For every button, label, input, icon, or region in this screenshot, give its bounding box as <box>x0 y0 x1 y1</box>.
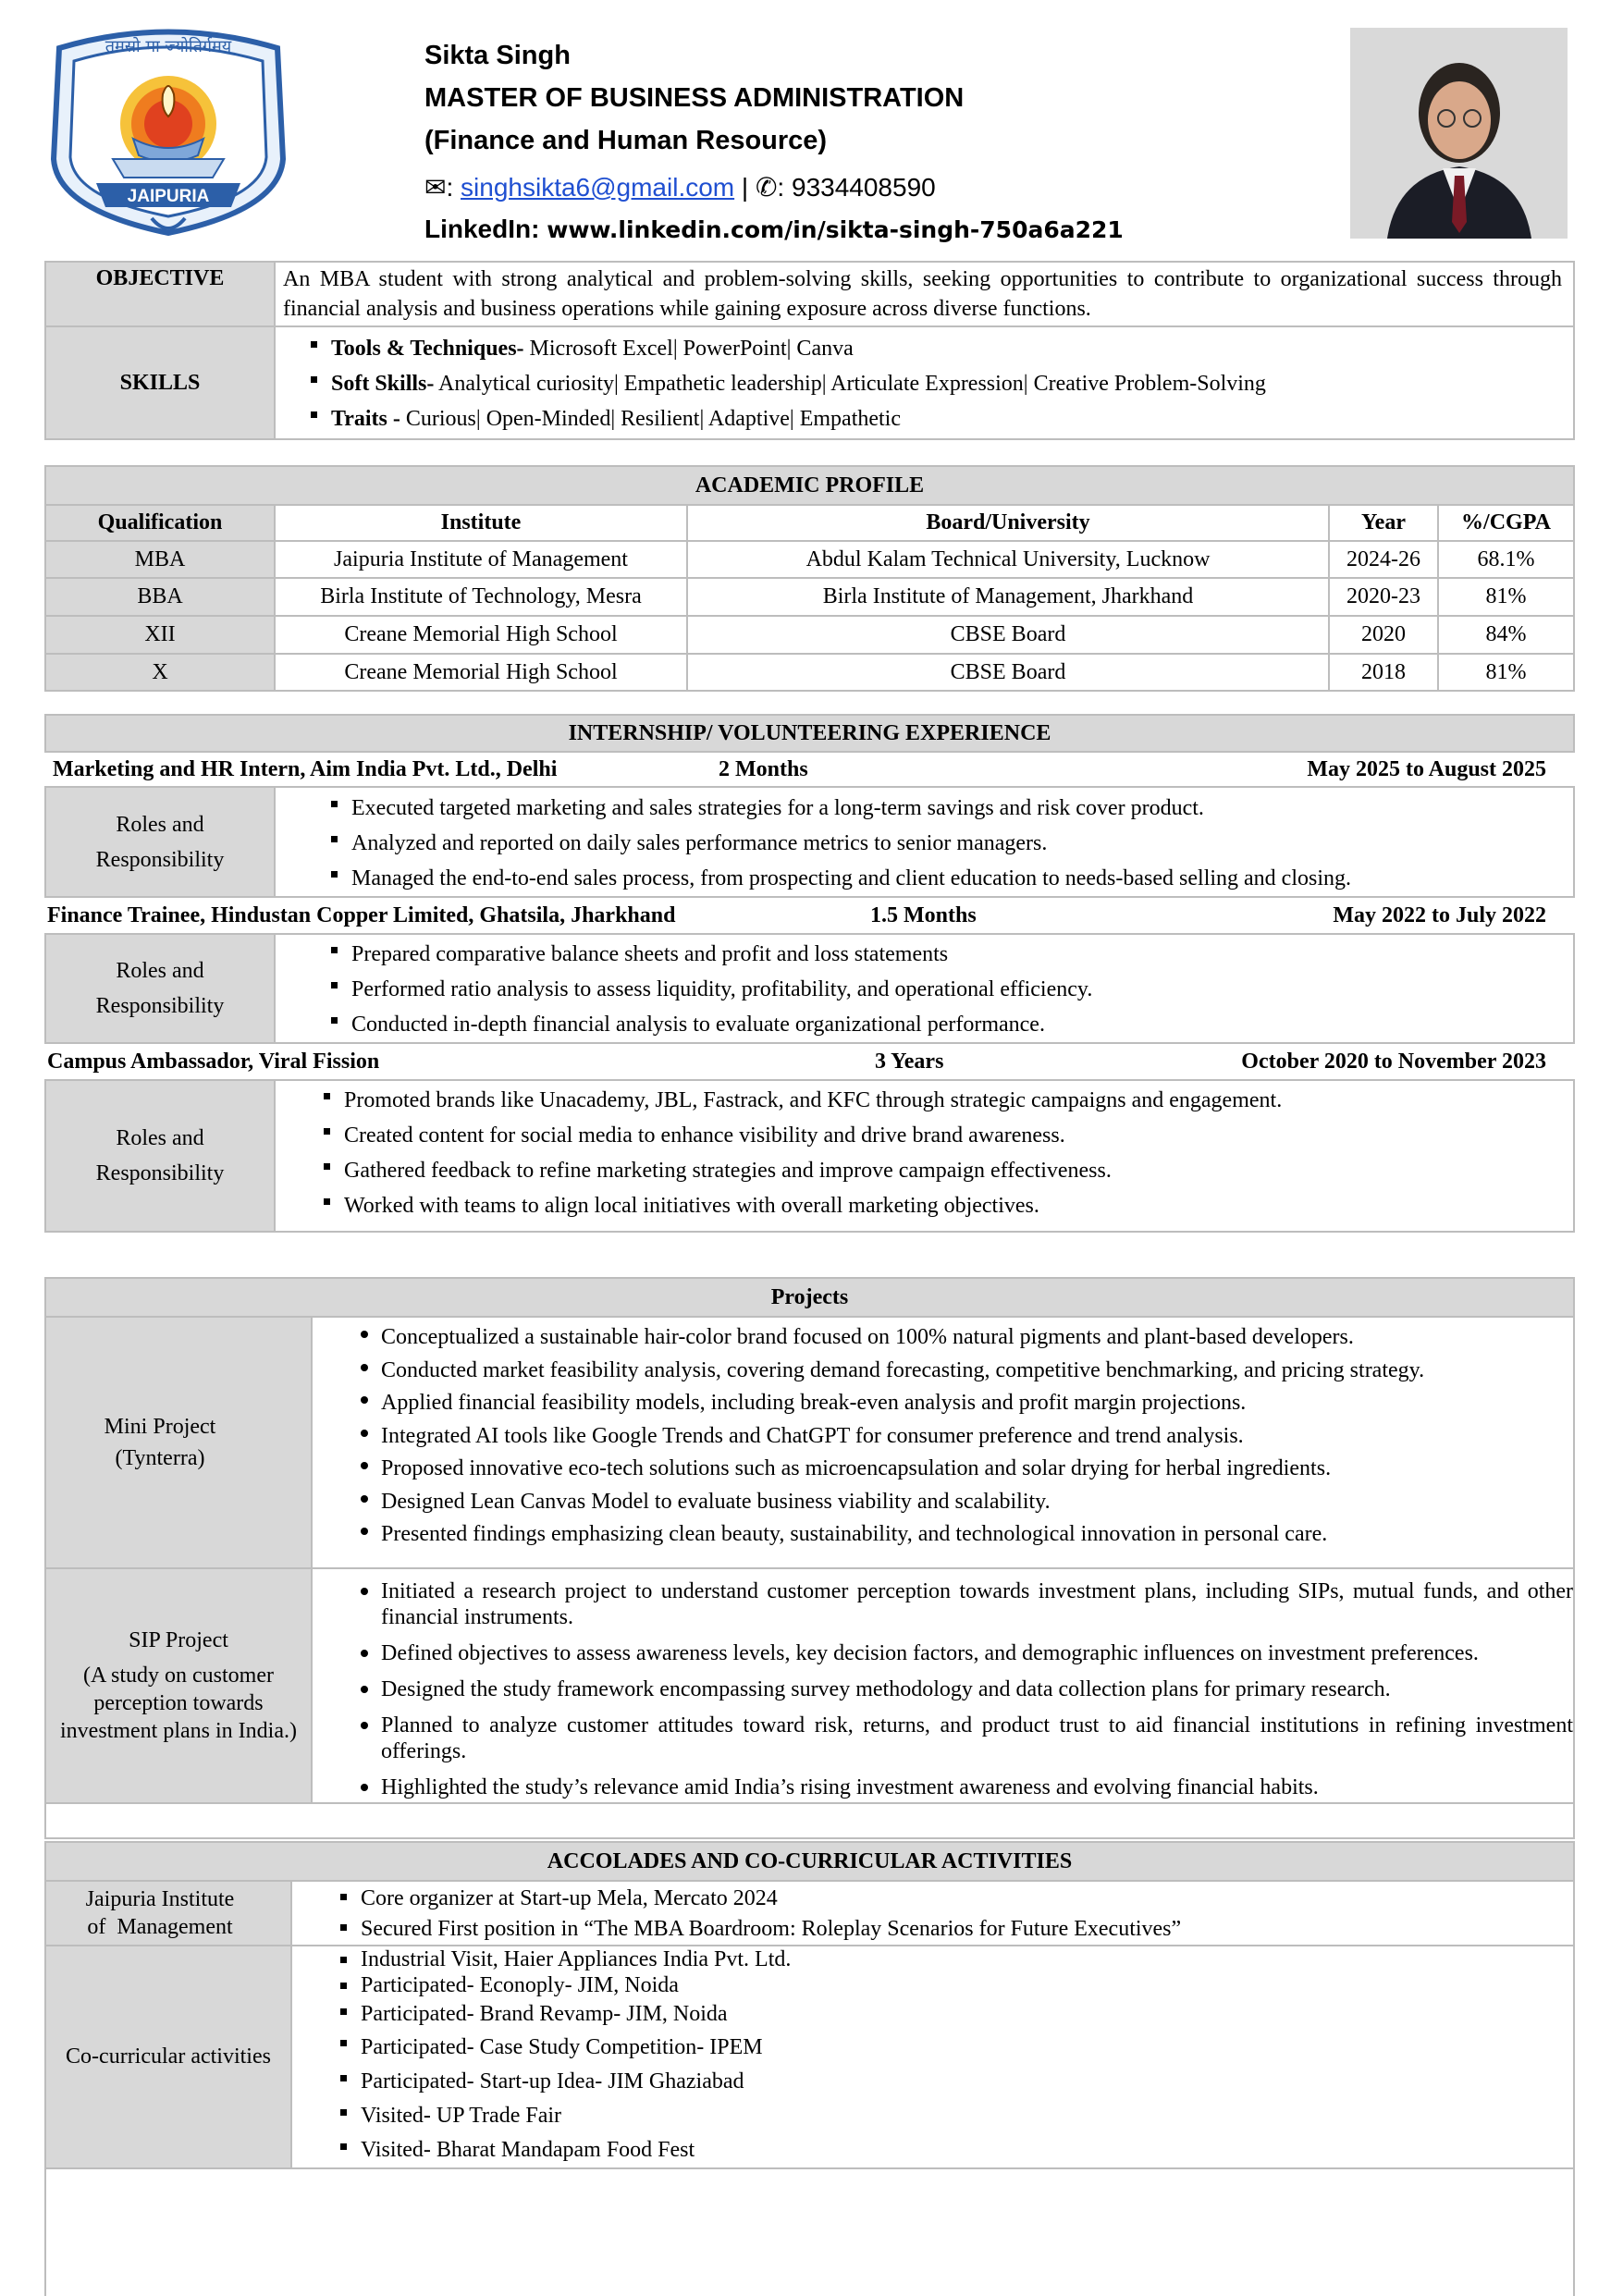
table-row <box>45 654 1574 691</box>
board-cell: CBSE Board <box>687 654 1329 691</box>
projects-title: Projects <box>45 1278 1574 1317</box>
phone-number: 9334408590 <box>792 173 936 202</box>
skills-label: SKILLS <box>45 326 275 439</box>
experience-header-row <box>45 897 1574 934</box>
experience-role: Finance Trainee, Hindustan Copper Limited, Ghatsila, Jharkhand <box>47 902 676 927</box>
jaipuria-row <box>45 1881 1574 1946</box>
academic-profile-table <box>44 465 1575 692</box>
list-item: Applied financial feasibility models, including break-even analysis and profit margin projections. <box>381 1387 1573 1420</box>
list-item: Integrated AI tools like Google Trends and ChatGPT for consumer preference and trend analysis. <box>381 1420 1573 1454</box>
email-link[interactable]: singhsikta6@gmail.com <box>461 173 735 202</box>
cocurricular-row <box>45 1946 1574 2168</box>
experience-header-row <box>45 1043 1574 1080</box>
list-item: Secured First position in “The MBA Boardroom: Roleplay Scenarios for Future Executives” <box>361 1914 1573 1945</box>
list-item: Highlighted the study’s relevance amid India’s rising investment awareness and evolving financial habits. <box>381 1774 1573 1800</box>
linkedin-url[interactable]: www.linkedin.com/in/sikta-singh-750a6a221 <box>547 216 1124 243</box>
year-cell: 2020 <box>1329 616 1438 654</box>
list-item: Analyzed and reported on daily sales performance metrics to senior managers. <box>351 826 1573 861</box>
table-row <box>45 616 1574 654</box>
mini-project-label: Mini Project (Tynterra) <box>45 1317 312 1568</box>
experience-role: Campus Ambassador, Viral Fission <box>47 1049 380 1074</box>
institute-cell: Creane Memorial High School <box>275 616 687 654</box>
linkedin-label: LinkedIn: <box>424 215 540 243</box>
experience-table <box>44 714 1575 1233</box>
contact-line <box>424 172 936 203</box>
academic-header: Institute <box>275 505 687 541</box>
accolades-table <box>44 1841 1575 2169</box>
jaipuria-label: Jaipuria Institute of Management <box>45 1881 291 1946</box>
skill-item: Soft Skills- Analytical curiosity| Empathetic leadership| Articulate Expression| Creative Problem-Solving <box>331 366 1573 401</box>
list-item: Conducted market feasibility analysis, covering demand forecasting, competitive benchmarking, and pricing strategy. <box>381 1355 1573 1388</box>
experience-dates: October 2020 to November 2023 <box>1241 1049 1546 1074</box>
year-cell: 2020-23 <box>1329 578 1438 616</box>
board-cell: Abdul Kalam Technical University, Lucknow <box>687 541 1329 578</box>
qualification-cell: MBA <box>45 541 275 578</box>
cocurricular-label: Co-curricular activities <box>45 1946 291 2168</box>
academic-header: %/CGPA <box>1438 505 1574 541</box>
academic-header: Qualification <box>45 505 275 541</box>
list-item: Executed targeted marketing and sales strategies for a long-term savings and risk cover product. <box>351 791 1573 826</box>
sip-project-label: SIP Project (A study on customer perception towards investment plans in India.) <box>45 1568 312 1803</box>
board-cell: CBSE Board <box>687 616 1329 654</box>
cocurricular-list <box>292 1946 1573 2167</box>
experience-dates: May 2025 to August 2025 <box>1307 756 1546 781</box>
roles-label: Roles and Responsibility <box>45 787 275 897</box>
logo-motto-text: तमसो मा ज्योतिर्गमय <box>105 37 232 56</box>
accolades-title: ACCOLADES AND CO-CURRICULAR ACTIVITIES <box>45 1842 1574 1881</box>
board-cell: Birla Institute of Management, Jharkhand <box>687 578 1329 616</box>
experience-role: Marketing and HR Intern, Aim India Pvt. Ltd., Delhi <box>53 756 558 781</box>
profile-photo <box>1350 28 1568 239</box>
list-item: Industrial Visit, Haier Appliances India Pvt. Ltd. <box>361 1946 1573 1972</box>
score-cell: 81% <box>1438 578 1574 616</box>
experience-details-row <box>45 1080 1574 1232</box>
list-item: Initiated a research project to understand customer perception towards investment plans, including SIPs, mutual funds, and other financial instruments. <box>381 1579 1573 1629</box>
email-icon: ✉: <box>424 173 454 202</box>
linkedin-line <box>424 215 1124 244</box>
list-item: Defined objectives to assess awareness levels, key decision factors, and demographic influences on investment preferences. <box>381 1640 1573 1666</box>
mini-project-row <box>45 1317 1574 1568</box>
list-item: Worked with teams to align local initiatives with overall marketing objectives. <box>344 1188 1573 1223</box>
experience-title: INTERNSHIP/ VOLUNTEERING EXPERIENCE <box>45 715 1574 752</box>
score-cell: 84% <box>1438 616 1574 654</box>
experience-header-row <box>45 752 1574 787</box>
qualification-cell: BBA <box>45 578 275 616</box>
list-item: Conducted in-depth financial analysis to evaluate organizational performance. <box>351 1007 1573 1042</box>
list-item: Managed the end-to-end sales process, from prospecting and client education to needs-based selling and closing. <box>351 861 1573 896</box>
list-item: Participated- Start-up Idea- JIM Ghaziabad <box>361 2065 1573 2099</box>
logo-jaipuria-text: JAIPURIA <box>127 187 210 206</box>
skills-list <box>276 331 1573 436</box>
objective-label: OBJECTIVE <box>45 262 275 326</box>
objective-text: An MBA student with strong analytical and problem-solving skills, seeking opportunities to contribute to organizational success through financial analysis and business operations while gaining exposure across diverse functions. <box>275 262 1574 326</box>
list-item: Proposed innovative eco-tech solutions such as microencapsulation and solar drying for herbal ingredients. <box>381 1453 1573 1486</box>
list-item: Participated- Brand Revamp- JIM, Noida <box>361 1998 1573 2030</box>
skills-cell <box>275 326 1574 439</box>
responsibility-list <box>276 937 1573 1042</box>
experience-dates: May 2022 to July 2022 <box>1333 902 1546 927</box>
phone-icon: ✆: <box>755 173 785 202</box>
academic-header: Board/University <box>687 505 1329 541</box>
institute-cell: Creane Memorial High School <box>275 654 687 691</box>
qualification-cell: XII <box>45 616 275 654</box>
jaipuria-list <box>292 1884 1573 1945</box>
year-cell: 2018 <box>1329 654 1438 691</box>
experience-duration: 2 Months <box>719 756 808 781</box>
experience-duration: 3 Years <box>875 1049 944 1074</box>
roles-label: Roles and Responsibility <box>45 1080 275 1232</box>
list-item: Promoted brands like Unacademy, JBL, Fastrack, and KFC through strategic campaigns and engagement. <box>344 1083 1573 1118</box>
list-item: Gathered feedback to refine marketing strategies and improve campaign effectiveness. <box>344 1153 1573 1188</box>
institute-cell: Birla Institute of Technology, Mesra <box>275 578 687 616</box>
institute-cell: Jaipuria Institute of Management <box>275 541 687 578</box>
mini-project-list <box>313 1321 1573 1552</box>
table-row <box>45 578 1574 616</box>
list-item: Designed Lean Canvas Model to evaluate business viability and scalability. <box>381 1486 1573 1519</box>
academic-title: ACADEMIC PROFILE <box>45 466 1574 505</box>
experience-duration: 1.5 Months <box>870 902 977 927</box>
specialization: (Finance and Human Resource) <box>424 126 828 155</box>
list-item: Participated- Econoply- JIM, Noida <box>361 1972 1573 1998</box>
objective-skills-table <box>44 261 1575 440</box>
academic-header: Year <box>1329 505 1438 541</box>
list-item: Visited- UP Trade Fair <box>361 2099 1573 2133</box>
roles-label: Roles and Responsibility <box>45 934 275 1043</box>
list-item: Created content for social media to enhance visibility and drive brand awareness. <box>344 1118 1573 1153</box>
empty-trailing-section <box>44 2164 1575 2296</box>
candidate-name: Sikta Singh <box>424 41 571 70</box>
responsibility-list <box>276 791 1573 896</box>
projects-table <box>44 1277 1575 1839</box>
projects-spacer <box>45 1803 1574 1838</box>
experience-details-row <box>45 787 1574 897</box>
responsibility-list <box>276 1083 1573 1223</box>
list-item: Conceptualized a sustainable hair-color brand focused on 100% natural pigments and plant-based developers. <box>381 1321 1573 1355</box>
year-cell: 2024-26 <box>1329 541 1438 578</box>
list-item: Participated- Case Study Competition- IPEM <box>361 2030 1573 2065</box>
skill-item: Tools & Techniques- Microsoft Excel| PowerPoint| Canva <box>331 331 1573 366</box>
list-item: Planned to analyze customer attitudes toward risk, returns, and product trust to aid financial institutions in refining investment offerings. <box>381 1713 1573 1763</box>
list-item: Designed the study framework encompassing survey methodology and data collection plans for primary research. <box>381 1676 1573 1702</box>
score-cell: 81% <box>1438 654 1574 691</box>
contact-separator: | <box>741 173 749 202</box>
list-item: Visited- Bharat Mandapam Food Fest <box>361 2133 1573 2167</box>
experience-details-row <box>45 934 1574 1043</box>
list-item: Prepared comparative balance sheets and profit and loss statements <box>351 937 1573 972</box>
list-item: Presented findings emphasizing clean beauty, sustainability, and technological innovation in personal care. <box>381 1518 1573 1552</box>
sip-project-list <box>313 1578 1573 1800</box>
qualification-cell: X <box>45 654 275 691</box>
table-row <box>45 541 1574 578</box>
sip-project-row <box>45 1568 1574 1803</box>
degree-title: MASTER OF BUSINESS ADMINISTRATION <box>424 83 965 113</box>
jaipuria-logo <box>41 20 296 246</box>
score-cell: 68.1% <box>1438 541 1574 578</box>
list-item: Performed ratio analysis to assess liquidity, profitability, and operational efficiency. <box>351 972 1573 1007</box>
list-item: Core organizer at Start-up Mela, Mercato 2024 <box>361 1884 1573 1914</box>
skill-item: Traits - Curious| Open-Minded| Resilient| Adaptive| Empathetic <box>331 401 1573 436</box>
